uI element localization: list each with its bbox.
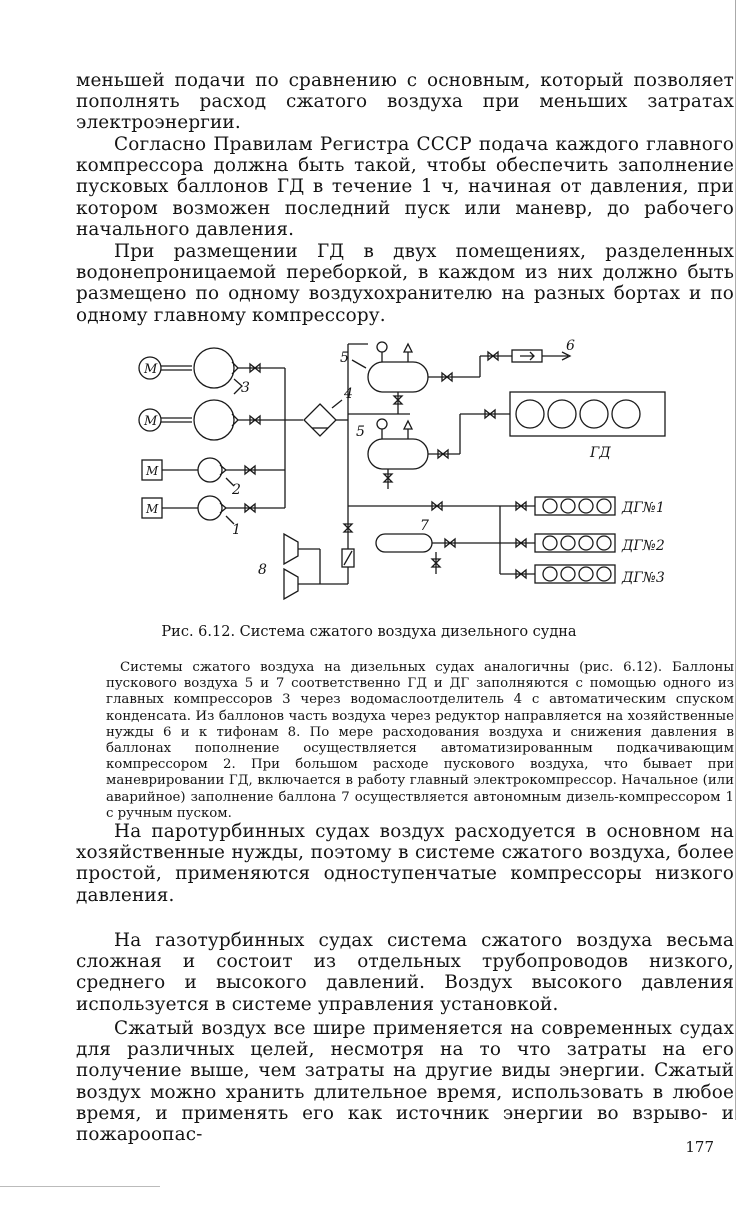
- diesel-generator-2: [500, 534, 665, 554]
- diesel-generator-3: [500, 565, 665, 586]
- label-2: 2: [232, 482, 241, 498]
- scan-edge-line-bottom: [0, 1186, 160, 1187]
- receiver-5-upper: [340, 342, 480, 414]
- dg1-label: ДГ№1: [622, 500, 665, 516]
- figure-caption: Рис. 6.12. Система сжатого воздуха дизельного судна: [161, 624, 577, 640]
- paragraph-steam-turbine: На паротурбинных судах воздух расходуется в основном на хозяйственные нужды, поэтому в системе сжатого воздуха, более простой, применяются одноступенчатые компрессоры низкого давления.: [76, 821, 734, 906]
- dg3-label: ДГ№3: [622, 570, 665, 586]
- paragraph-two-rooms: При размещении ГД в двух помещениях, разделенных водонепроницаемой переборкой, в каждом из них должно быть размещено по одному воздухохранителю на разных бортах и по одному главному компрессору.: [76, 241, 734, 326]
- label-8: 8: [258, 562, 267, 578]
- top-up-compressor-2: [142, 458, 285, 498]
- main-engine: [460, 392, 665, 461]
- paragraph-continuation: меньшей подачи по сравнению с основным, который позволяет пополнять расход сжатого воздуха при меньших затратах электроэнергии.: [76, 70, 734, 134]
- label-5-upper: 5: [340, 350, 349, 366]
- paragraph-register-rules: Согласно Правилам Регистра СССР подача каждого главного компрессора должна быть такой, чтобы обеспечить заполнение пусковых баллонов ГД в течение 1 ч, начиная от давления, при котором возможен последний пуск или маневр, до рабочего начального давления.: [76, 134, 734, 240]
- water-oil-separator-4: [304, 386, 353, 436]
- label-4: 4: [344, 386, 353, 402]
- label-6: 6: [566, 338, 575, 354]
- main-compressor-upper: [139, 348, 285, 388]
- motor-label: М: [146, 502, 159, 516]
- scan-edge-line: [735, 0, 736, 1120]
- dg2-label: ДГ№2: [622, 538, 665, 554]
- reducer-and-typhons-8: [258, 506, 354, 599]
- receiver-7: [376, 518, 500, 574]
- main-engine-label: ГД: [590, 445, 611, 461]
- diesel-generator-1: [516, 497, 665, 516]
- motor-label: М: [144, 362, 158, 377]
- diesel-compressor-1: [142, 496, 285, 538]
- label-3: 3: [241, 380, 250, 396]
- main-compressor-lower: [139, 400, 285, 440]
- paragraph-compressed-air-uses: Сжатый воздух все шире применяется на современных судах для различных целей, несмотря на то что затраты на его получение выше, чем затраты на другие виды энергии. Сжатый воздух можно хранить длительное время, использовать в любое время, и применять его как источник энергии во взрыво- и пожароопас-: [76, 1018, 734, 1146]
- label-7: 7: [420, 518, 429, 534]
- page-number: 177: [685, 1138, 714, 1156]
- label-5-lower: 5: [356, 424, 365, 440]
- paragraph-gas-turbine: На газотурбинных судах система сжатого воздуха весьма сложная и состоит из отдельных трубопроводов низкого, среднего и высокого давлений. Воздух высокого давления используется в системе управления установкой.: [76, 930, 734, 1015]
- motor-label: М: [144, 414, 158, 429]
- motor-label: М: [146, 464, 159, 478]
- label-1: 1: [232, 522, 241, 538]
- figure-description-small-text: Системы сжатого воздуха на дизельных судах аналогичны (рис. 6.12). Баллоны пускового воздуха 5 и 7 соответственно ГД и ДГ заполняются с помощью одного из главных компрессоров 3 через водомаслоотделитель 4 с автоматическим спуском конденсата. Из баллонов часть воздуха через редуктор направляется на хозяйственные нужды 6 и к тифонам 8. По мере расходования воздуха и снижения давления в баллонах пополнение осуществляется автоматизированным подкачивающим компрессором 2. При большом расходе пускового воздуха, что бывает при маневрировании ГД, включается в работу главный электрокомпрессор. Начальное (или аварийное) заполнение баллона 7 осуществляется автономным дизель-компрессором 1 с ручным пуском.: [106, 660, 734, 821]
- household-needs-line-6: [480, 338, 575, 377]
- compressed-air-system-diagram: [120, 334, 680, 619]
- receiver-5-lower: [348, 414, 460, 489]
